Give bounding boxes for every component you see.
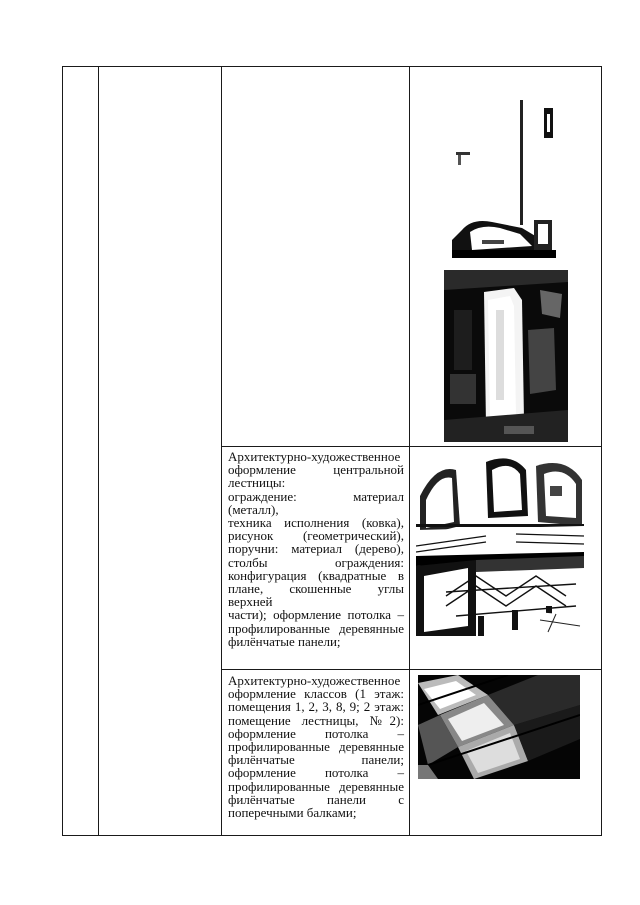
- photo-ceiling-panels: [418, 675, 580, 779]
- column-divider-2: [221, 66, 222, 836]
- description-line: конфигурация (квадратные в: [228, 567, 404, 583]
- row-2-description-text: [228, 450, 404, 648]
- row-2-description: [228, 450, 404, 648]
- description-line: Архитектурно-художественное: [228, 449, 401, 464]
- description-line: техника исполнения (ковка),: [228, 515, 404, 531]
- description-line: оформление потолка –: [228, 725, 404, 741]
- row-3-description: [228, 674, 404, 819]
- description-line: профилированные деревянные: [228, 778, 404, 794]
- description-line: поперечными балками;: [228, 805, 357, 821]
- description-line: профилированные деревянные: [228, 620, 404, 636]
- description-line: плане, скошенные углы верхней: [228, 581, 404, 610]
- description-line: помещение лестницы, №2):: [228, 712, 404, 728]
- description-line: ограждение: материал (металл),: [228, 488, 404, 517]
- column-divider-1: [98, 66, 99, 836]
- description-line: профилированные деревянные: [228, 739, 404, 755]
- photo-exterior-door: [452, 100, 556, 258]
- description-line: помещения 1, 2, 3, 8, 9; 2 этаж:: [228, 699, 404, 715]
- description-line: части); оформление потолка –: [228, 607, 404, 623]
- table-border-right: [601, 66, 602, 836]
- photo-interior-doorway: [444, 270, 568, 442]
- row-3-description-text: [228, 674, 404, 819]
- photo-staircase: [416, 456, 584, 636]
- table-border-top: [62, 66, 602, 67]
- description-line: филёнчатые панели с: [228, 791, 404, 807]
- description-line: оформление центральной: [228, 462, 404, 478]
- row-divider-1: [221, 446, 602, 447]
- description-line: столбы ограждения:: [228, 554, 404, 570]
- description-line: рисунок (геометрический),: [228, 528, 404, 544]
- description-line: филёнчатые панели;: [228, 633, 341, 649]
- description-line: лестницы:: [228, 475, 286, 491]
- description-line: оформление потолка –: [228, 765, 404, 781]
- description-line: филёнчатые панели;: [228, 752, 404, 768]
- description-line: Архитектурно-художественное: [228, 673, 401, 688]
- column-divider-3: [409, 66, 410, 836]
- description-line: оформление классов (1 этаж:: [228, 686, 404, 702]
- table-border-bottom: [62, 835, 602, 836]
- row-divider-2: [221, 669, 602, 670]
- table-border-left: [62, 66, 63, 836]
- description-line: поручни: материал (дерево),: [228, 541, 404, 557]
